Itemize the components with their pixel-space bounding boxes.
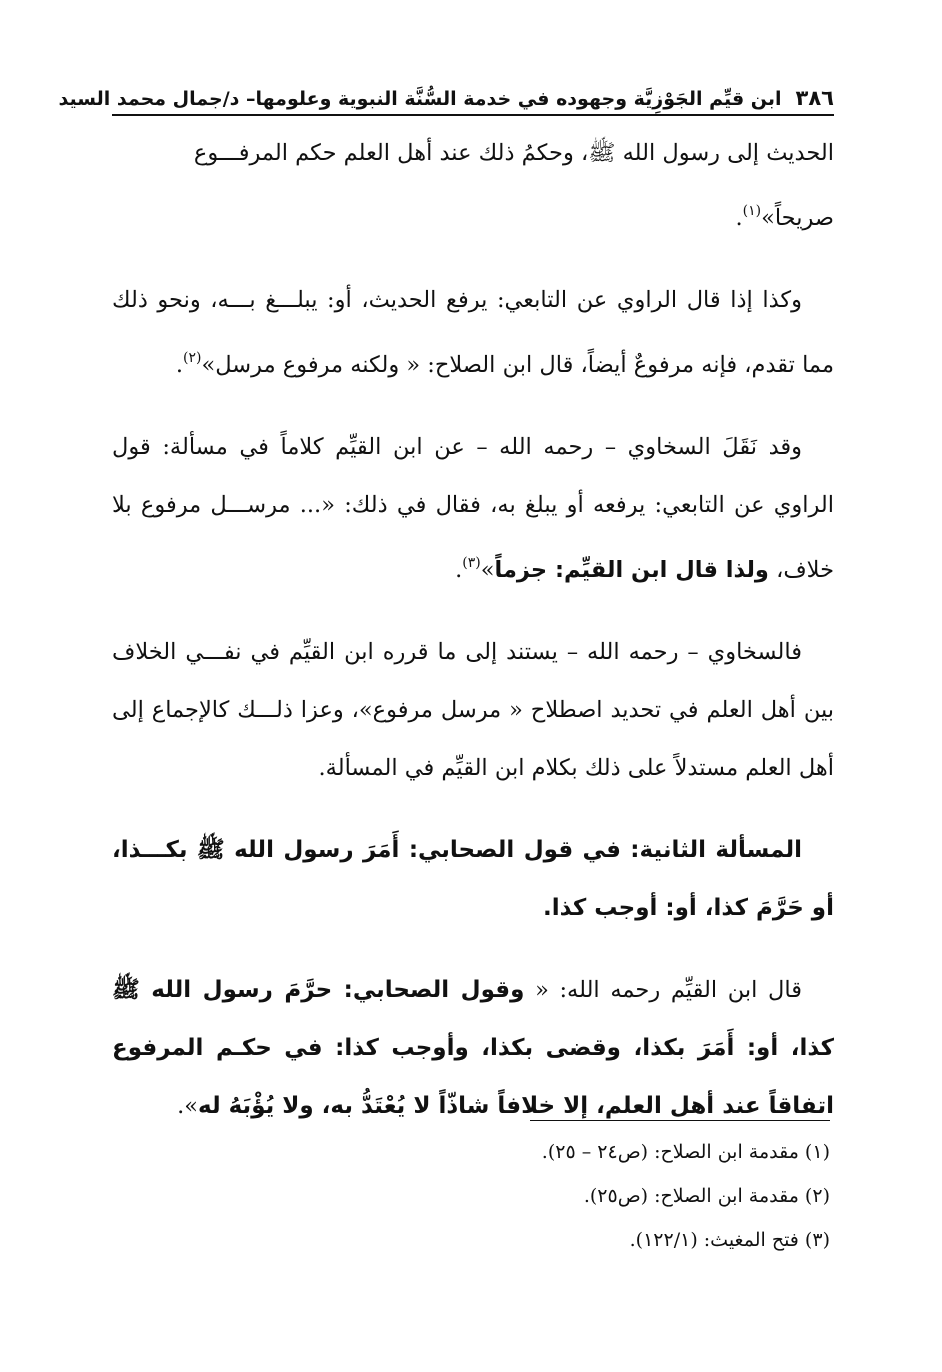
paragraph-2: وكذا إذا قال الراوي عن التابعي: يرفع الحديث، أو: يبلـــغ بـــه، ونحو ذلك مما تقدم، فإنه مرفوعٌ أيضاً، قال ابن الصلاح: « ولكنه مرفوع مرسل»$^{(٢)}$. [112,287,834,378]
section-heading-text: في قول الصحابي: أَمَرَ رسول الله ﷺ بكـــذا، أو حَرَّمَ كذا، أو: أوجب كذا. [112,837,834,921]
paragraph-3-close: » [480,557,495,583]
footnote-divider [530,1120,830,1121]
running-title: ابن قيِّم الجَوْزِيَّة وجهوده في خدمة السُّنَّة النبوية وعلومها– د/جمال محمد السيد [58,88,782,110]
section-heading [112,821,834,937]
quote-paragraph [112,961,834,1135]
footnote-3: (٣) فتح المغيث: (١٢٢/١). [629,1229,830,1251]
footnote-2: (٢) مقدمة ابن الصلاح: (ص٢٥). [583,1185,830,1207]
footnote-1: (١) مقدمة ابن الصلاح: (ص٢٤ – ٢٥). [541,1141,830,1163]
quote-intro: قال ابن القيِّم رحمه الله: « [535,977,802,1003]
paragraph-3-text: وقد نَقَلَ السخاوي – رحمه الله – عن ابن القيِّم كلاماً في مسألة: قول الراوي عن التابعي: يرفعه أو يبلغ به، فقال في ذلك: «... مرســـل مرفوع بلا خلاف، [112,434,834,583]
paragraph-1-line-2: صريحاً» [761,205,834,231]
page-number: ٣٨٦ [795,86,834,110]
paragraph-2-text: وكذا إذا قال الراوي عن التابعي: يرفع الحديث، أو: يبلـــغ بـــه، ونحو ذلك مما تقدم، فإنه مرفوعٌ أيضاً، قال ابن الصلاح: « ولكنه مرفوع مرسل» [112,287,834,378]
quote-bold-text: وقول الصحابي: حرَّمَ رسول الله ﷺ كذا، أو: أَمَرَ بكذا، وقضى بكذا، وأوجب كذا: في حكـم المرفوع اتفاقاً عند أهل العلم، إلا خلافاً شاذّاً لا يُعْتَدُّ به، ولا يُؤْبَهُ له [112,977,834,1119]
paragraph-3-bold: ولذا قال ابن القيِّم: جزماً [494,557,769,583]
footnote-ref-3: (٣) [462,555,481,571]
footnotes [108,1130,830,1262]
page-body [112,124,834,1135]
section-heading-label: المسألة الثانية: [630,837,802,863]
paragraph-1-line-1: الحديث إلى رسول الله ﷺ، وحكمُ ذلك عند أهل العلم حكم المرفـــوع [193,140,834,166]
paragraph-3: وقد نَقَلَ السخاوي – رحمه الله – عن ابن القيِّم كلاماً في مسألة: قول الراوي عن التابعي: يرفعه أو يبلغ به، فقال في ذلك: «... مرســـل مرفوع بلا خلاف، ولذا قال ابن القيِّم: جزماً»$^{(٣)}$. [112,434,834,583]
running-header [58,80,834,116]
quote-close: ». [177,1093,199,1119]
paragraph-1: الحديث إلى رسول الله ﷺ، وحكمُ ذلك عند أهل العلم حكم المرفـــوع صريحاً»$^{(١)}$. [193,140,834,231]
footnote-ref-2: (٢) [183,350,202,366]
footnote-ref-1: (١) [742,203,762,219]
paragraph-4: فالسخاوي – رحمه الله – يستند إلى ما قرره ابن القيِّم في نفـــي الخلاف بين أهل العلم في تحديد اصطلاح « مرسل مرفوع»، وعزا ذلـــك كالإجماع إلى أهل العلم مستدلاً على ذلك بكلام ابن القيِّم في المسألة. [112,639,834,781]
